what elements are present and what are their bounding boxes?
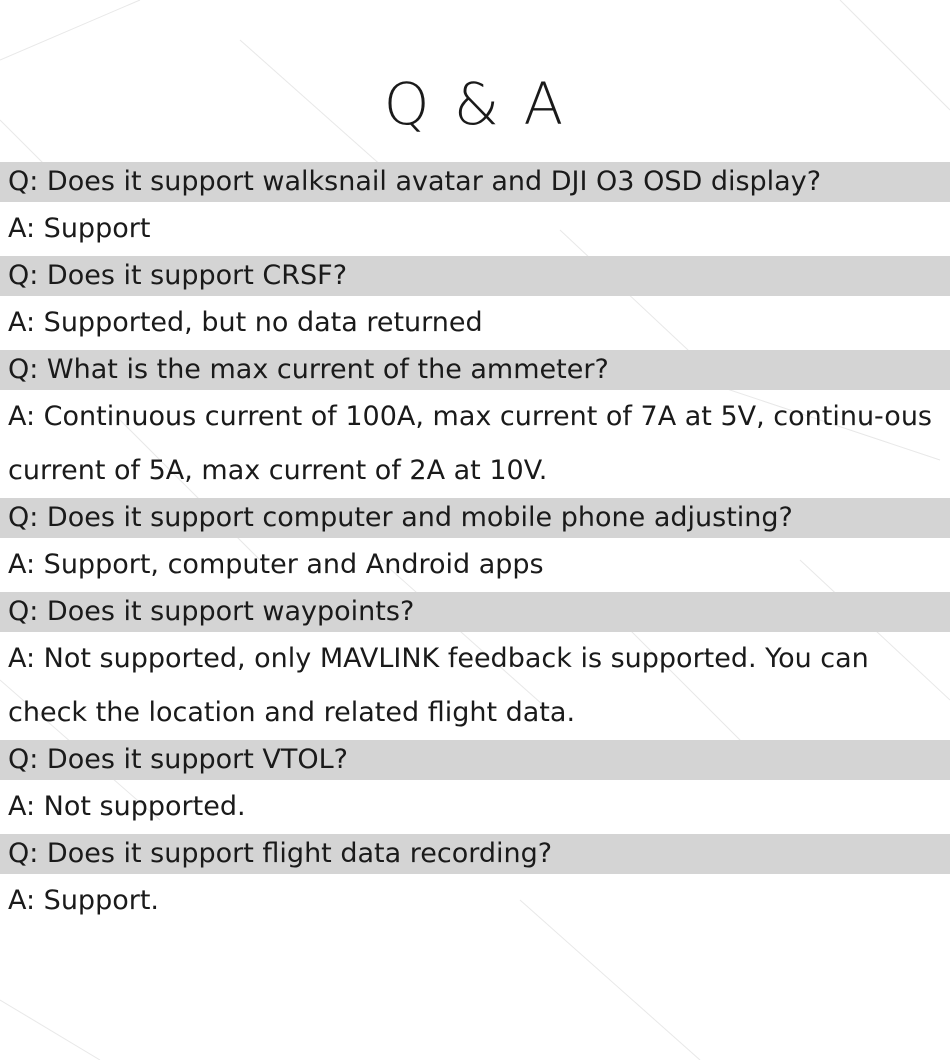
answer-row: A: Support, computer and Android apps xyxy=(8,549,544,580)
answer-row: A: Support. xyxy=(8,885,159,916)
question-row: Q: Does it support CRSF? xyxy=(0,256,950,296)
question-row: Q: Does it support walksnail avatar and DJI O3 OSD display? xyxy=(0,162,950,202)
answer-row: A: Support xyxy=(8,213,151,244)
answer-row: A: Not supported. xyxy=(8,791,246,822)
question-row: Q: Does it support computer and mobile phone adjusting? xyxy=(0,498,950,538)
question-row: Q: Does it support waypoints? xyxy=(0,592,950,632)
answer-row: A: Continuous current of 100A, max current of 7A at 5V, continu-ous current of 5A, max current of 2A at 10V. xyxy=(8,401,932,486)
question-row: Q: What is the max current of the ammeter? xyxy=(0,350,950,390)
answer-row: A: Not supported, only MAVLINK feedback is supported. You can check the location and related flight data. xyxy=(8,643,869,728)
question-row: Q: Does it support flight data recording? xyxy=(0,834,950,874)
answer-row: A: Supported, but no data returned xyxy=(8,307,483,338)
qa-list xyxy=(0,162,950,928)
page-title: Q & A xyxy=(383,70,567,138)
question-row: Q: Does it support VTOL? xyxy=(0,740,950,780)
